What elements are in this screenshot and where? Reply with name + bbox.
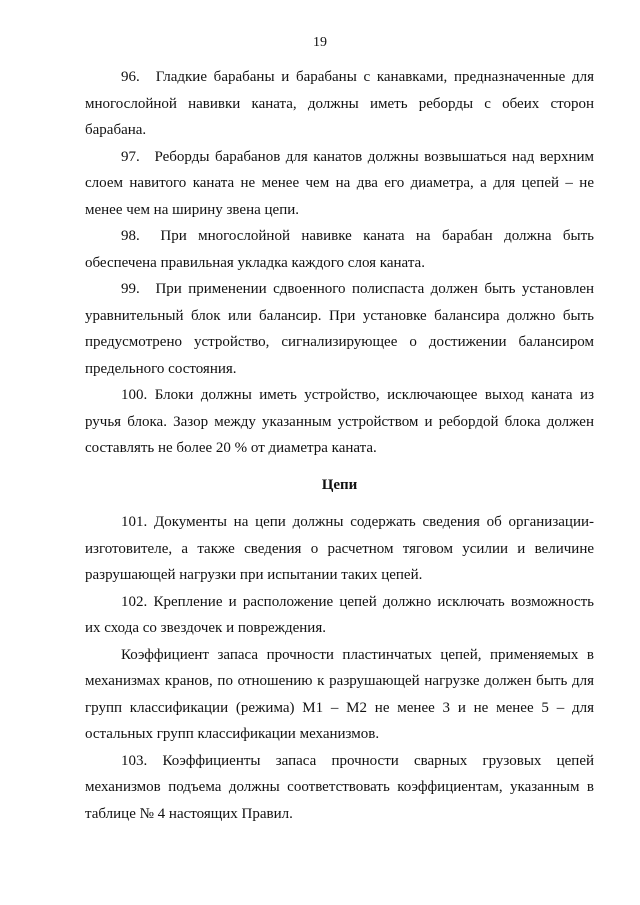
section-heading: Цепи	[321, 476, 358, 493]
paragraph-text: Гладкие барабаны и барабаны с канавками, предназначенные для многослойной навивки каната, должны иметь реборды с обеих сторон барабана.	[85, 69, 595, 138]
paragraph-96	[85, 64, 594, 144]
paragraph-100	[85, 382, 594, 462]
paragraph-99	[85, 276, 594, 382]
paragraph-number: 97.	[121, 148, 140, 165]
paragraph-text: Реборды барабанов для канатов должны возвышаться над верхним слоем навитого каната не менее чем на два его диаметра, а для цепей – не менее чем на ширину звена цепи.	[85, 148, 594, 218]
paragraph-102-continued	[85, 642, 594, 748]
paragraph-text: Блоки должны иметь устройство, исключающее выход каната из ручья блока. Зазор между указанным устройством и ребордой блока должен составлять не более 20 % от диаметра каната.	[85, 387, 594, 456]
paragraph-number: 100.	[121, 387, 148, 403]
page-number: 19	[313, 35, 327, 50]
paragraph-103	[85, 748, 594, 828]
paragraph-number: 103.	[121, 752, 148, 769]
paragraph-number: 96.	[121, 69, 140, 85]
paragraph-text: При применении сдвоенного полиспаста должен быть установлен уравнительный блок или балансир. При установке балансира должно быть предусмотрено устройство, сигнализирующее о достижении балансиром предельного состояния.	[85, 281, 595, 377]
paragraph-text: При многослойной навивке каната на барабан должна быть обеспечена правильная укладка каждого слоя каната.	[85, 228, 595, 271]
paragraph-number: 99.	[121, 281, 140, 297]
paragraph-text: Коэффициент запаса прочности пластинчатых цепей, применяемых в механизмах кранов, по отношению к разрушающей нагрузке должен быть для групп классификации (режима) М1 – М2 не менее 3 и не менее 5 – для остальных групп классификации механизмов.	[85, 646, 594, 742]
paragraph-number: 98.	[121, 228, 140, 244]
paragraph-text: Крепление и расположение цепей должно исключать возможность их схода со звездочек и повреждения.	[85, 593, 595, 636]
paragraph-number: 101.	[121, 514, 148, 530]
paragraph-text: Документы на цепи должны содержать сведения об организации-изготовителе, а также сведения о расчетном тяговом усилии и величине разрушающей нагрузки при испытании таких цепей.	[85, 514, 594, 583]
paragraph-97	[85, 144, 594, 224]
paragraph-102	[85, 589, 594, 642]
paragraph-98	[85, 223, 594, 276]
paragraph-number: 102.	[121, 593, 148, 610]
paragraph-101	[85, 509, 594, 589]
paragraph-text: Коэффициенты запаса прочности сварных грузовых цепей механизмов подъема должны соответствовать коэффициентам, указанным в таблице № 4 настоящих Правил.	[85, 752, 595, 822]
document-body	[85, 64, 594, 835]
